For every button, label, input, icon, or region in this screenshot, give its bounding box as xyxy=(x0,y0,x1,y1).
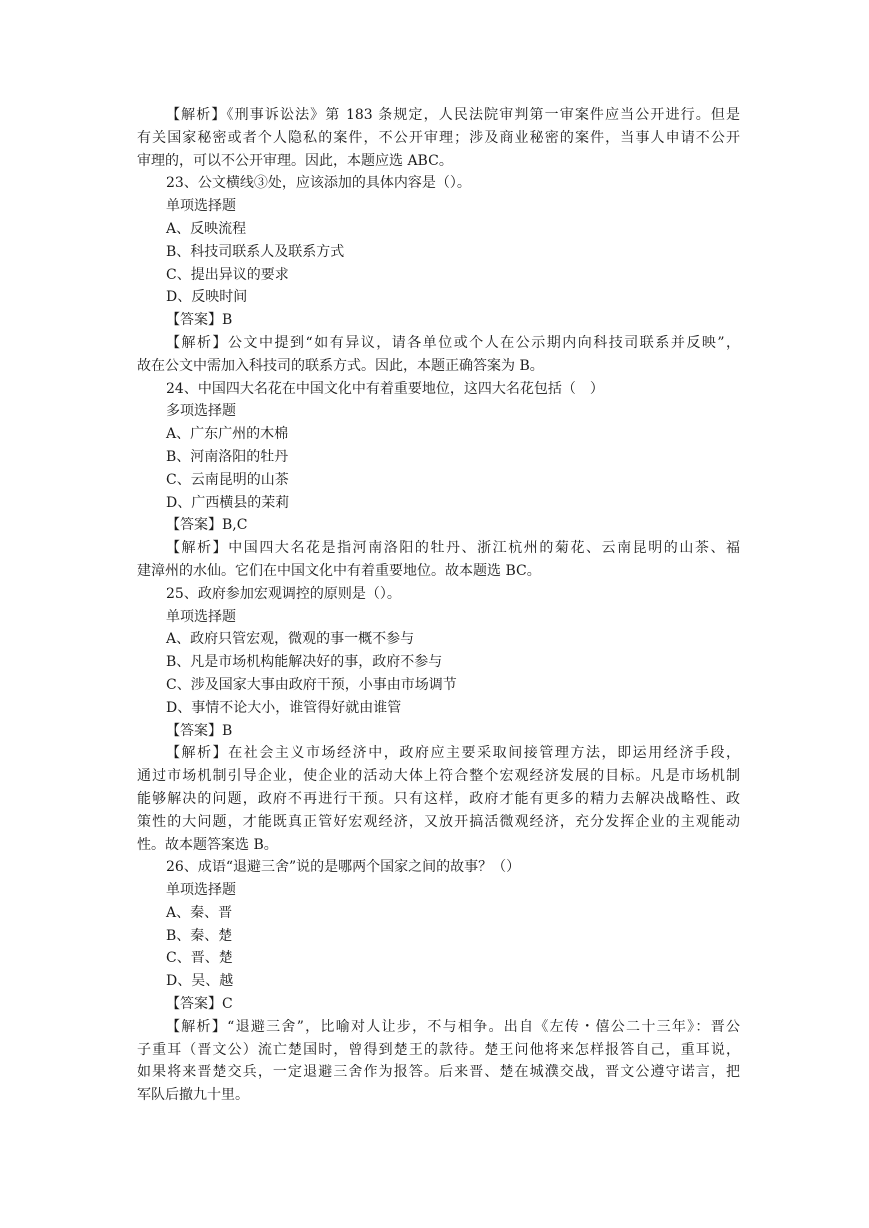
text-line: D、反映时间 xyxy=(166,289,248,306)
text-line: 建漳州的水仙。它们在中国文化中有着重要地位。故本题选 BC。 xyxy=(137,562,541,579)
text-line: 【答案】B,C xyxy=(166,517,248,534)
text-line: 多项选择题 xyxy=(166,403,236,420)
text-line: 26、成语“退避三舍”说的是哪两个国家之间的故事？（） xyxy=(166,859,521,876)
text-line: 【答案】C xyxy=(166,996,233,1013)
text-line: A、秦、晋 xyxy=(166,904,233,921)
text-line: D、广西横县的茉莉 xyxy=(166,494,290,511)
text-line: 【解析】在社会主义市场经济中，政府应主要采取间接管理方法，即运用经济手段， xyxy=(166,745,740,762)
text-line: D、吴、越 xyxy=(166,973,234,990)
document-body xyxy=(137,104,740,1107)
text-line: B、凡是市场机构能解决好的事，政府不参与 xyxy=(166,654,443,671)
text-line: 有关国家秘密或者个人隐私的案件，不公开审理；涉及商业秘密的案件，当事人申请不公开 xyxy=(137,129,740,146)
text-line: 【答案】B xyxy=(166,722,233,739)
text-line: 军队后撤九十里。 xyxy=(137,1087,249,1104)
text-line: C、云南昆明的山茶 xyxy=(166,471,289,488)
text-line: 性。故本题答案选 B。 xyxy=(137,836,278,853)
text-line: 【答案】B xyxy=(166,312,233,329)
text-line: 单项选择题 xyxy=(166,608,236,625)
text-line: 通过市场机制引导企业，使企业的活动大体上符合整个宏观经济发展的目标。凡是市场机制 xyxy=(137,768,740,785)
text-line: 策性的大问题，才能既真正管好宏观经济，又放开搞活微观经济，充分发挥企业的主观能动 xyxy=(137,813,740,830)
text-line: A、政府只管宏观，微观的事一概不参与 xyxy=(166,631,415,648)
text-line: 子重耳（晋文公）流亡楚国时，曾得到楚王的款待。楚王问他将来怎样报答自己，重耳说， xyxy=(137,1041,740,1058)
text-line: C、提出异议的要求 xyxy=(166,266,289,283)
text-line: A、广东广州的木棉 xyxy=(166,426,289,443)
text-line: 单项选择题 xyxy=(166,198,236,215)
text-line: 23、公文横线③处，应该添加的具体内容是（）。 xyxy=(166,175,471,192)
text-line: 审理的，可以不公开审理。因此，本题应选 ABC。 xyxy=(137,152,453,169)
text-line: 24、中国四大名花在中国文化中有着重要地位，这四大名花包括（ ） xyxy=(166,380,604,397)
text-line: 25、政府参加宏观调控的原则是（）。 xyxy=(166,585,401,602)
text-line: C、晋、楚 xyxy=(166,950,233,967)
text-line: B、秦、楚 xyxy=(166,927,233,944)
text-line: C、涉及国家大事由政府干预，小事由市场调节 xyxy=(166,676,457,693)
text-line: B、河南洛阳的牡丹 xyxy=(166,448,289,465)
text-line: A、反映流程 xyxy=(166,220,247,237)
text-line: 【解析】“退避三舍”，比喻对人让步，不与相争。出自《左传・僖公二十三年》：晋公 xyxy=(166,1018,740,1035)
text-line: 单项选择题 xyxy=(166,882,236,899)
text-line: 故在公文中需加入科技司的联系方式。因此，本题正确答案为 B。 xyxy=(137,357,544,374)
text-line: 【解析】公文中提到“如有异议，请各单位或个人在公示期内向科技司联系并反映”， xyxy=(166,334,740,351)
text-line: B、科技司联系人及联系方式 xyxy=(166,243,345,260)
text-line: D、事情不论大小，谁管得好就由谁管 xyxy=(166,699,402,716)
text-line: 【解析】中国四大名花是指河南洛阳的牡丹、浙江杭州的菊花、云南昆明的山茶、福 xyxy=(166,540,740,557)
text-line: 如果将来晋楚交兵，一定退避三舍作为报答。后来晋、楚在城濮交战，晋文公遵守诺言，把 xyxy=(137,1064,740,1081)
text-line: 能够解决的问题，政府不再进行干预。只有这样，政府才能有更多的精力去解决战略性、政 xyxy=(137,790,740,807)
text-line: 【解析】《刑事诉讼法》第 183 条规定，人民法院审判第一审案件应当公开进行。但是 xyxy=(166,107,740,123)
